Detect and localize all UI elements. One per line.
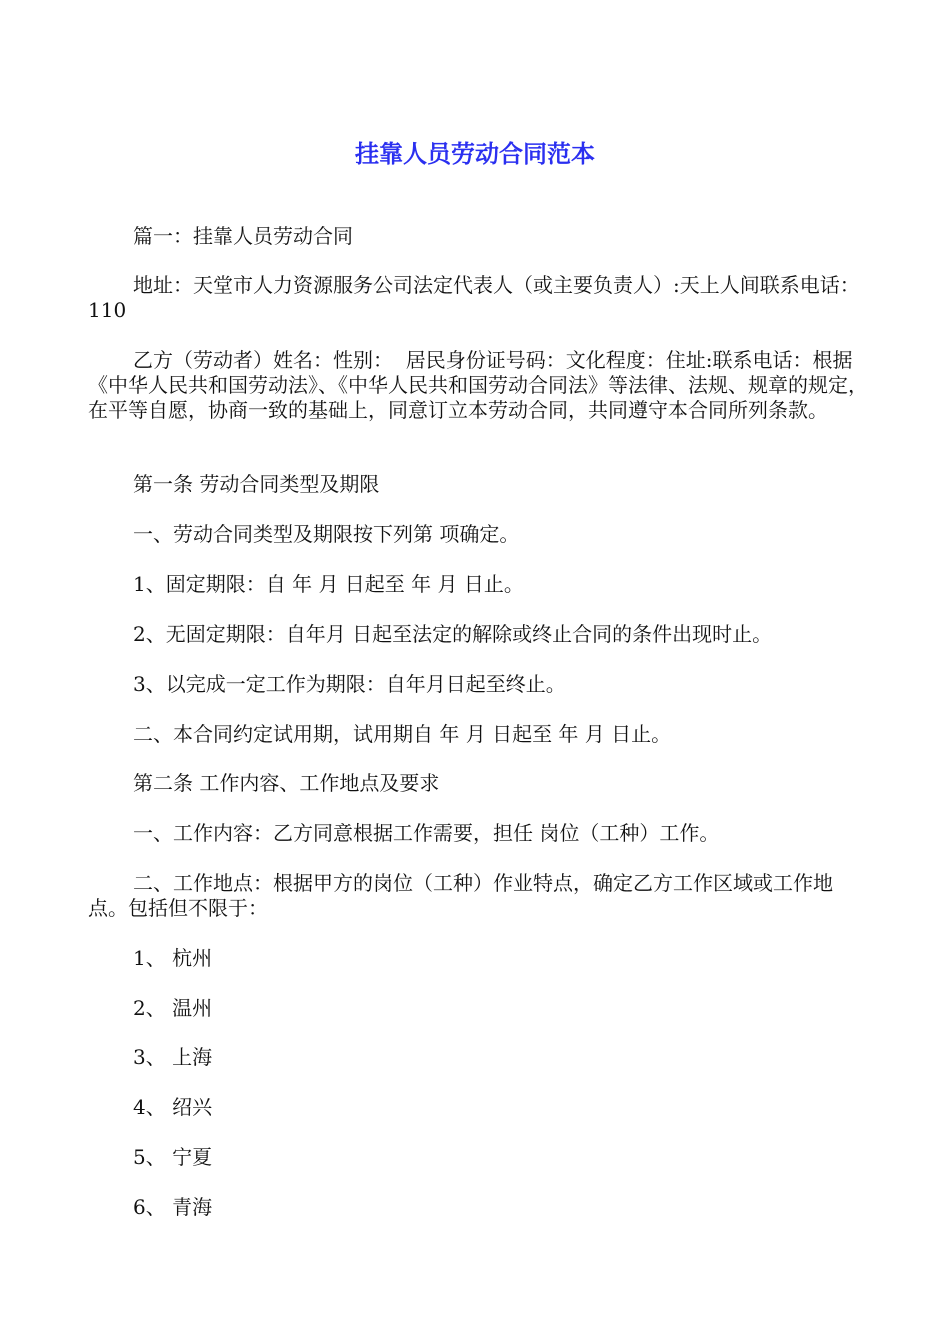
list-item-location: 5、 宁夏 [133, 1145, 213, 1169]
paragraph-fixed-term: 1、固定期限：自 年 月 日起至 年 月 日止。 [133, 572, 524, 596]
list-item-location: 1、 杭州 [133, 946, 213, 970]
paragraph-section-heading: 篇一：挂靠人员劳动合同 [133, 224, 353, 248]
paragraph-article-1-heading: 第一条 劳动合同类型及期限 [133, 472, 380, 496]
list-item-location: 4、 绍兴 [133, 1095, 213, 1119]
paragraph-work-location: 二、工作地点：根据甲方的岗位（工种）作业特点，确定乙方工作区域或工作地点。包括但不限于： [88, 871, 833, 920]
paragraph-contract-type: 一、劳动合同类型及期限按下列第 项确定。 [133, 522, 520, 546]
list-item-location: 3、 上海 [133, 1045, 213, 1069]
document-title: 挂靠人员劳动合同范本 [355, 140, 595, 168]
list-item-location: 2、 温州 [133, 996, 213, 1020]
paragraph-party-b-info: 乙方（劳动者）姓名：性别： 居民身份证号码：文化程度：住址:联系电话：根据《中华人民共和国劳动法》、《中华人民共和国劳动合同法》等法律、法规、规章的规定，在平等自愿，协商一致的基础上，同意订立本劳动合同，共同遵守本合同所列条款。 [88, 348, 868, 422]
paragraph-task-term: 3、以完成一定工作为期限：自年月日起至终止。 [133, 672, 566, 696]
paragraph-probation: 二、本合同约定试用期，试用期自 年 月 日起至 年 月 日止。 [133, 722, 672, 746]
paragraph-party-a-address: 地址：天堂市人力资源服务公司法定代表人（或主要负责人）:天上人间联系电话：110 [88, 273, 860, 322]
paragraph-open-term: 2、无固定期限：自年月 日起至法定的解除或终止合同的条件出现时止。 [133, 622, 773, 646]
paragraph-article-2-heading: 第二条 工作内容、工作地点及要求 [133, 771, 440, 795]
paragraph-work-content: 一、工作内容：乙方同意根据工作需要，担任 岗位（工种）工作。 [133, 821, 720, 845]
list-item-location: 6、 青海 [133, 1195, 213, 1219]
